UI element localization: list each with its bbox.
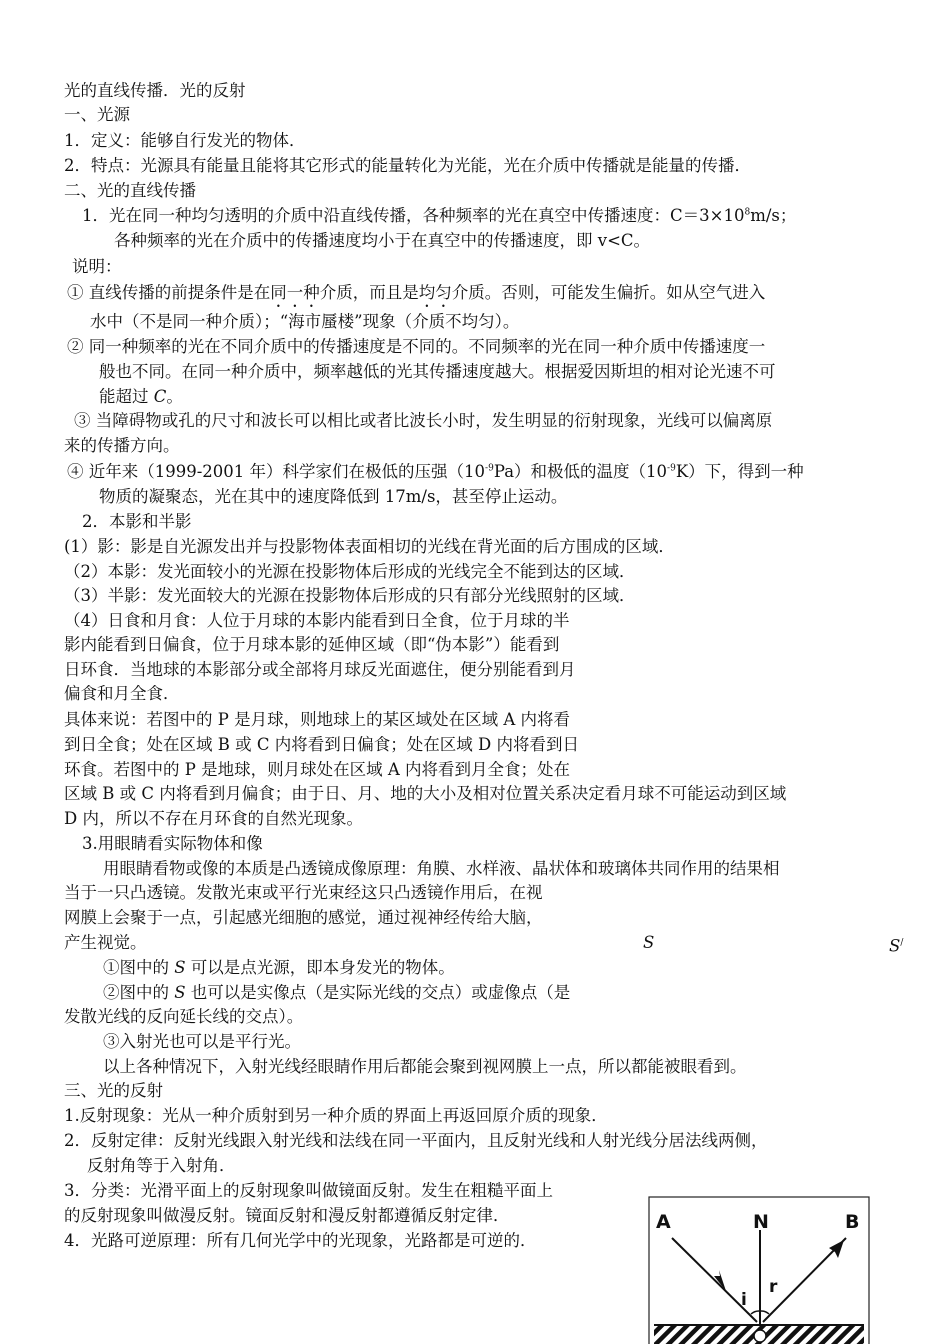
case-1-line: ①图中的 S 可以是点光源，即本身发光的物体。 xyxy=(103,958,455,977)
penumbra-line: （3）半影：发光面较大的光源在投影物体后形成的只有部分光线照射的区域． xyxy=(64,586,636,605)
note-1-line-2: 水中（不是同一种介质）；“海市蜃楼”现象（介质不均匀）。 xyxy=(90,312,520,331)
angle-arc-r xyxy=(760,1311,769,1314)
eye-summary: 以上各种情况下，入射光线经眼睛作用后都能会聚到视网膜上一点，所以都能被眼看到。 xyxy=(103,1057,747,1076)
detail-line-2: 到日全食；处在区域 B 或 C 内将看到日偏食；处在区域 D 内将看到日 xyxy=(64,735,579,754)
section-1-heading: 一、光源 xyxy=(64,105,130,124)
reflection-law-line-1: 2．反射定律：反射光线跟入射光线和法线在同一平面内，且反射光线和人射光线分居法线两侧， xyxy=(64,1131,768,1150)
note-3-line-1: ③ 当障碍物或孔的尺寸和波长可以相比或者比波长小时，发生明显的衍射现象，光线可以偏离原 xyxy=(74,411,773,430)
eye-heading: 3.用眼睛看实际物体和像 xyxy=(82,834,263,853)
reflection-diagram xyxy=(648,1196,870,1344)
eclipse-line-1: （4）日食和月食：人位于月球的本影内能看到日全食，位于月球的半 xyxy=(64,611,570,630)
reflection-phenomenon: 1.反射现象：光从一种介质射到另一种介质的界面上再返回原介质的现象． xyxy=(64,1106,608,1125)
classification-line-2: 的反射现象叫做漫反射。镜面反射和漫反射都遵循反射定律． xyxy=(64,1206,510,1225)
eclipse-line-3: 日环食．当地球的本影部分或全部将月球反光面遮住，便分别能看到月 xyxy=(64,660,576,679)
note-2-line-2: 般也不同。在同一种介质中，频率越低的光其传播速度越大。根据爱因斯坦的相对论光速不可 xyxy=(99,362,776,381)
feature-line: 2．特点：光源具有能量且能将其它形式的能量转化为光能，光在介质中传播就是能量的传播． xyxy=(64,156,751,175)
eye-line-3: 网膜上会聚于一点，引起感光细胞的感觉，通过视神经传给大脑， xyxy=(64,908,543,927)
figure-label-s-prime: S/ xyxy=(889,936,904,956)
case-2-line-1: ②图中的 S 也可以是实像点（是实际光线的交点）或虚像点（是 xyxy=(103,983,571,1002)
note-1-line-1: ① 直线传播的前提条件是在同一种介质，而且是均匀介质。否则，可能发生偏折。如从空气进入 xyxy=(67,283,766,302)
detail-line-3: 环食。若图中的 P 是地球，则月球处在区域 A 内将看到月全食；处在 xyxy=(64,760,570,779)
label-r: r xyxy=(769,1277,778,1297)
note-4-line-2: 物质的凝聚态，光在其中的速度降低到 17m/s，甚至停止运动。 xyxy=(99,487,568,506)
note-3-line-2: 来的传播方向。 xyxy=(64,436,180,455)
label-a: A xyxy=(656,1211,671,1233)
umbra-heading: 2．本影和半影 xyxy=(82,512,192,531)
propagation-line-2: 各种频率的光在介质中的传播速度均小于在真空中的传播速度，即 v<C。 xyxy=(114,231,651,250)
note-4-line-1: ④ 近年来（1999-2001 年）科学家们在极低的压强$(10^{-9}Pa)$和极低的温度$(10^{-9}K)$下，得到一种 xyxy=(67,462,804,481)
case-3-line: ③入射光也可以是平行光。 xyxy=(103,1032,301,1051)
case-2-line-2: 发散光线的反向延长线的交点）。 xyxy=(64,1007,304,1026)
note-2-line-1: ② 同一种频率的光在不同介质中的传播速度是不同的。不同频率的光在同一种介质中传播速度一 xyxy=(67,337,766,356)
note-2-line-3: 能超过 C。 xyxy=(99,387,183,406)
incidence-point xyxy=(754,1330,766,1342)
figure-label-s: S xyxy=(643,933,655,952)
eye-line-2: 当于一只凸透镜。发散光束或平行光束经这只凸透镜作用后，在视 xyxy=(64,883,543,902)
note-label: 说明： xyxy=(72,257,122,276)
label-b: B xyxy=(845,1211,860,1233)
section-2-heading: 二、光的直线传播 xyxy=(64,181,196,200)
classification-line-1: 3．分类：光滑平面上的反射现象叫做镜面反射。发生在粗糙平面上 xyxy=(64,1181,553,1200)
eye-line-1: 用眼睛看物或像的本质是凸透镜成像原理：角膜、水样液、晶状体和玻璃体共同作用的结果相 xyxy=(103,859,780,878)
section-3-heading: 三、光的反射 xyxy=(64,1081,163,1100)
eye-line-4: 产生视觉。 xyxy=(64,933,147,952)
reversibility-line: 4．光路可逆原理：所有几何光学中的光现象，光路都是可逆的． xyxy=(64,1231,537,1250)
detail-line-5: D 内，所以不存在月环食的自然光现象。 xyxy=(64,809,363,828)
eclipse-line-4: 偏食和月全食． xyxy=(64,684,180,703)
reflection-law-line-2: 反射角等于入射角． xyxy=(87,1156,236,1175)
detail-line-4: 区域 B 或 C 内将看到月偏食；由于日、月、地的大小及相对位置关系决定看月球不可能运动到区域 xyxy=(64,784,787,803)
definition-line: 1．定义：能够自行发光的物体． xyxy=(64,131,306,150)
reflected-arrowhead xyxy=(829,1240,844,1258)
angle-arc-i xyxy=(751,1311,760,1314)
propagation-line-1: 1．光在同一种均匀透明的介质中沿直线传播，各种频率的光在真空中传播速度：$C=3\times 10^8m/s$； xyxy=(82,206,797,225)
umbra-line: （2）本影：发光面较小的光源在投影物体后形成的光线完全不能到达的区域． xyxy=(64,562,636,581)
label-n: N xyxy=(753,1211,769,1233)
title: 光的直线传播．光的反射 xyxy=(64,81,246,100)
label-i: i xyxy=(741,1290,747,1310)
eclipse-line-2: 影内能看到日偏食，位于月球本影的延伸区域（即“伪本影”）能看到 xyxy=(64,635,560,654)
detail-line-1: 具体来说：若图中的 P 是月球，则地球上的某区域处在区域 A 内将看 xyxy=(64,710,570,729)
shadow-line: (1）影：影是自光源发出并与投影物体表面相切的光线在背光面的后方围成的区域． xyxy=(64,537,675,556)
